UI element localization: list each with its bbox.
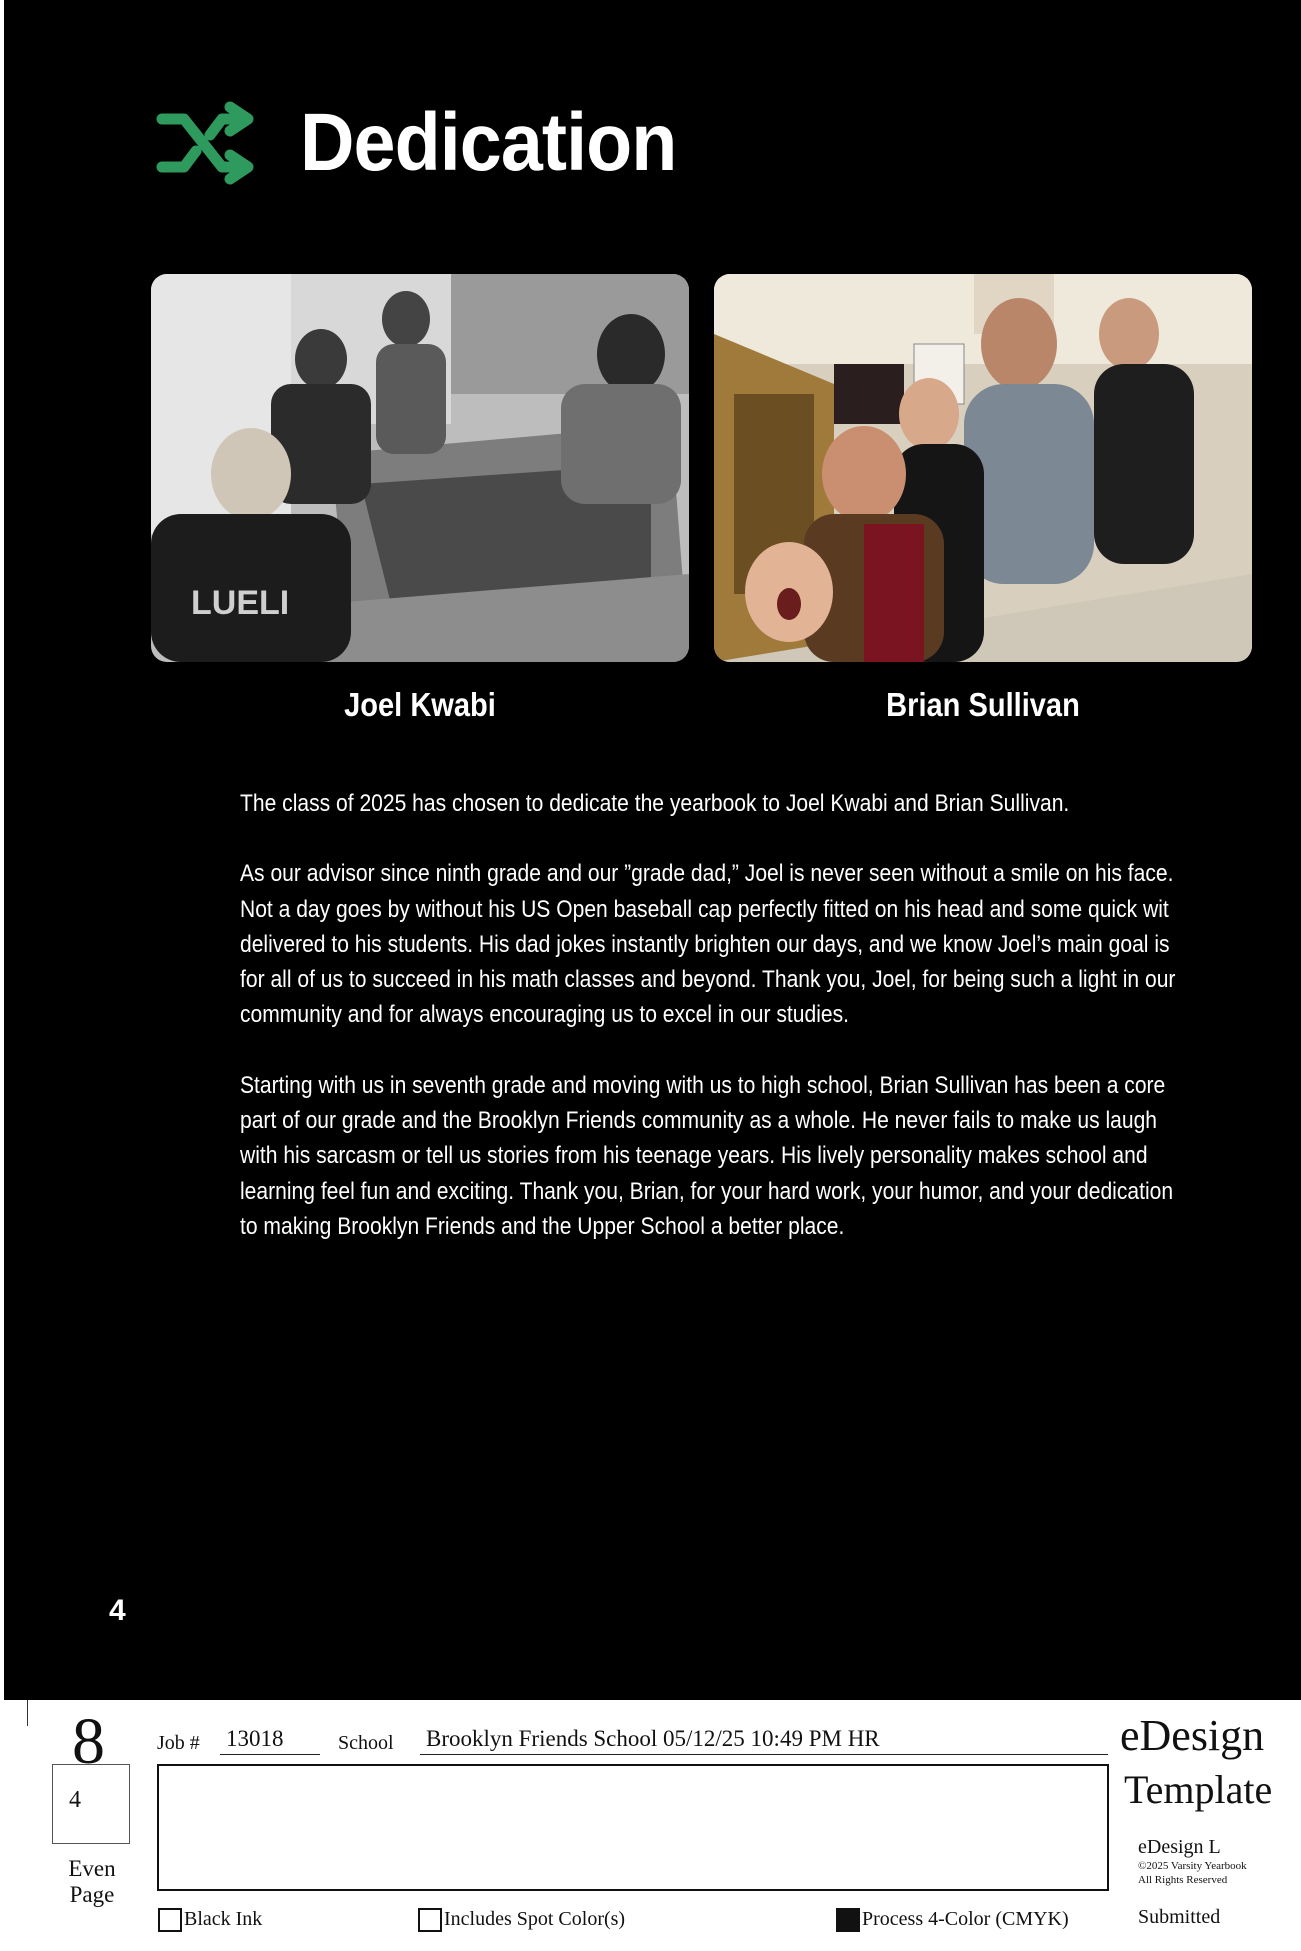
spot-color-checkbox[interactable] [418,1908,442,1932]
even-label: Even [68,1856,116,1881]
spot-color-label: Includes Spot Color(s) [444,1908,626,1930]
black-ink-label: Black Ink [184,1908,263,1930]
dedication-text [240,786,1196,1279]
page-label: Page [69,1882,115,1907]
page-title: Dedication [300,97,677,188]
black-ink-checkbox[interactable] [158,1908,182,1932]
school-name: Brooklyn Friends School 05/12/25 10:49 PM HR [426,1726,880,1751]
shuffle-icon [156,101,260,185]
even-page-label [62,1856,122,1908]
rights-text: All Rights Reserved [1138,1874,1228,1886]
job-number: 13018 [226,1726,284,1751]
edesign-l-label: eDesign L [1138,1836,1221,1858]
cmyk-checkbox[interactable] [836,1908,860,1932]
title-row [156,98,709,188]
notes-box[interactable] [157,1764,1109,1891]
cmyk-label: Process 4-Color (CMYK) [862,1908,1069,1930]
school-underline [420,1754,1108,1755]
paragraph-brian: Starting with us in seventh grade and moving with us to high school, Brian Sullivan has been a core part of our grade and the Brooklyn Friends community as a whole. He never fails to make us laugh with his sarcasm or tell us stories from his teenage years. His lively personality makes school and learning feel fun and exciting. Thank you, Brian, for your hard work, your humor, and your dedication to making Brooklyn Friends and the Upper School a better place. [240,1071,1174,1240]
photo-brian-sullivan [714,274,1252,662]
brand-edesign: eDesign [1120,1711,1265,1760]
caption-brian-sullivan: Brian Sullivan [886,686,1080,723]
paragraph-intro: The class of 2025 has chosen to dedicate the yearbook to Joel Kwabi and Brian Sullivan. [240,790,1070,817]
submitted-label: Submitted [1138,1906,1221,1928]
page-box [52,1764,130,1844]
school-label: School [338,1732,394,1754]
photo-joel-kwabi [151,274,689,662]
page-number: 4 [109,1594,126,1627]
svg-text:LUELI: LUELI [191,584,290,622]
page-box-value: 4 [69,1787,81,1813]
job-underline [220,1754,320,1755]
crop-mark [27,1700,28,1726]
copyright-text: ©2025 Varsity Yearbook [1138,1860,1247,1872]
job-label: Job # [157,1732,200,1754]
sheet-number: 8 [72,1705,105,1778]
caption-joel-kwabi: Joel Kwabi [344,686,496,723]
proof-footer [0,1700,1301,1951]
paragraph-joel: As our advisor since ninth grade and our ”grade dad,” Joel is never seen without a smile on his face. Not a day goes by without his US Open baseball cap perfectly fitted on his head and some quick wit delivered to his students. His dad jokes instantly brighten our days, and we know Joel’s main goal is for all of us to succeed in his math classes and beyond. Thank you, Joel, for being such a light in our community and for always encouraging us to excel in our studies. [240,860,1176,1029]
brand-template: Template [1124,1767,1273,1812]
yearbook-page [4,0,1301,1700]
